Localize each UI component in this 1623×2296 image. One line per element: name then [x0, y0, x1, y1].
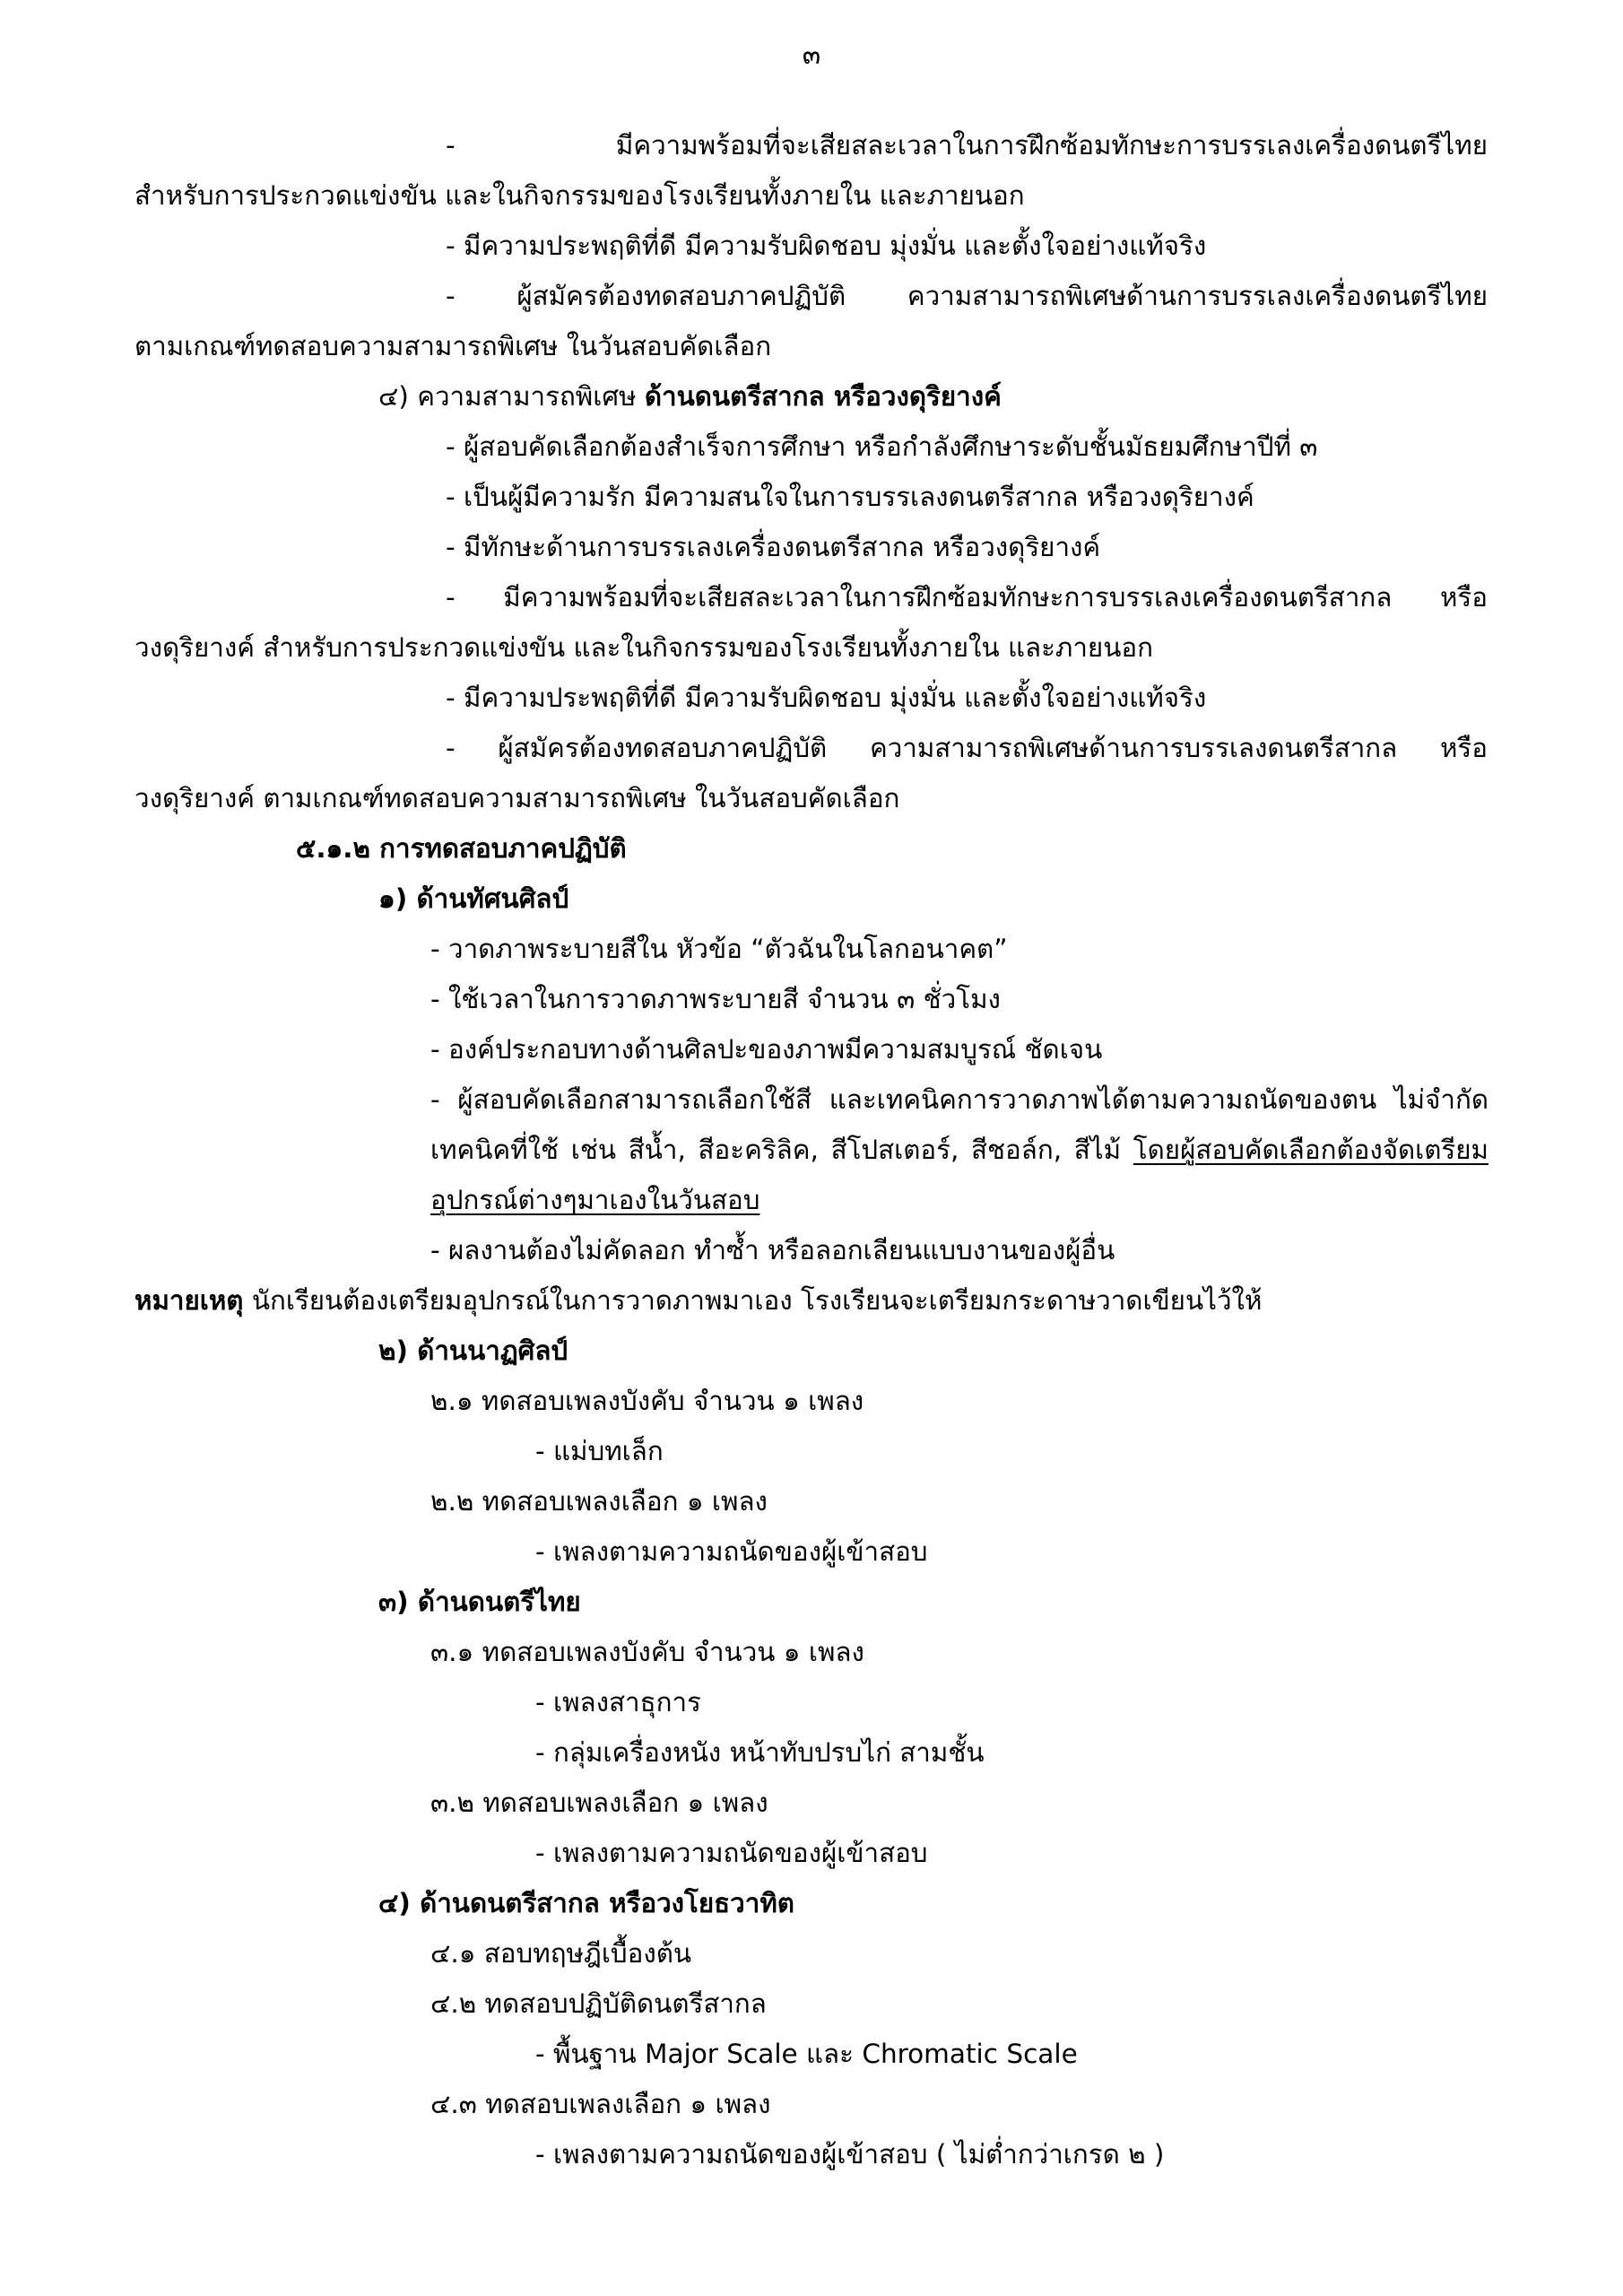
bullet-item: - เพลงตามความถนัดของผู้เข้าสอบ — [535, 1536, 928, 1567]
bullet-topic: - วาดภาพระบายสีใน หัวข้อ “ตัวฉันในโลกอนาคต” — [430, 934, 1008, 964]
text-continuation: สำหรับการประกวดแข่งขัน และในกิจกรรมของโรงเรียนทั้งภายใน และภายนอก — [135, 180, 1025, 211]
text-continuation-plain: เทคนิคที่ใช้ เช่น สีน้ำ, สีอะคริลิค, สีโปสเตอร์, สีชอล์ก, สีไม้ — [430, 1135, 1133, 1165]
bullet-item: - เพลงสาธุการ — [535, 1687, 701, 1718]
bullet-technique: - ผู้สอบคัดเลือกสามารถเลือกใช้สี และเทคนิคการวาดภาพได้ตามความถนัดของตน ไม่จำกัด — [430, 1084, 1488, 1115]
bullet-practical-test: - ผู้สมัครต้องทดสอบภาคปฏิบัติ ความสามารถพิเศษด้านการบรรเลงเครื่องดนตรีไทย — [446, 281, 1488, 311]
subsection-heading-bold: ด้านดนตรีสากล หรือวงดุริยางค์ — [644, 381, 1002, 412]
text-continuation: ตามเกณฑ์ทดสอบความสามารถพิเศษ ในวันสอบคัดเลือก — [135, 331, 772, 361]
underlined-requirement: โดยผู้สอบคัดเลือกต้องจัดเตรียม — [1133, 1135, 1488, 1165]
subsection-heading-dance: ๒) ด้านนาฏศิลป์ — [378, 1335, 568, 1366]
note-text: นักเรียนต้องเตรียมอุปกรณ์ในการวาดภาพมาเอง โรงเรียนจะเตรียมกระดาษวาดเขียนไว้ให้ — [243, 1285, 1263, 1316]
subsection-heading-thai-music: ๓) ด้านดนตรีไทย — [378, 1587, 581, 1617]
list-item: ๓.๑ ทดสอบเพลงบังคับ จำนวน ๑ เพลง — [430, 1637, 864, 1667]
list-item: ๓.๒ ทดสอบเพลงเลือก ๑ เพลง — [430, 1787, 768, 1818]
text-continuation: วงดุริยางค์ ตามเกณฑ์ทดสอบความสามารถพิเศษ ในวันสอบคัดเลือก — [135, 783, 900, 813]
bullet-item: - พื้นฐาน Major Scale และ Chromatic Scale — [535, 2039, 1078, 2069]
note — [135, 1281, 1262, 1320]
bullet-behavior: - มีความประพฤติที่ดี มีความรับผิดชอบ มุ่งมั่น และตั้งใจอย่างแท้จริง — [446, 683, 1207, 713]
bullet-interest: - เป็นผู้มีความรัก มีความสนใจในการบรรเลงดนตรีสากล หรือวงดุริยางค์ — [446, 482, 1254, 512]
subsection-heading-visual-arts: ๑) ด้านทัศนศิลป์ — [378, 883, 569, 914]
list-item: ๒.๑ ทดสอบเพลงบังคับ จำนวน ๑ เพลง — [430, 1386, 864, 1416]
bullet-education: - ผู้สอบคัดเลือกต้องสำเร็จการศึกษา หรือกำลังศึกษาระดับชั้นมัธยมศึกษาปีที่ ๓ — [446, 431, 1318, 462]
bullet-item: - แม่บทเล็ก — [535, 1436, 664, 1466]
bullet-duration: - ใช้เวลาในการวาดภาพระบายสี จำนวน ๓ ชั่วโมง — [430, 984, 1001, 1014]
list-item: ๔.๑ สอบทฤษฎีเบื้องต้น — [430, 1938, 692, 1969]
bullet-originality: - ผลงานต้องไม่คัดลอก ทำซ้ำ หรือลอกเลียนแบบงานของผู้อื่น — [430, 1235, 1115, 1265]
bullet-skill: - มีทักษะด้านการบรรเลงเครื่องดนตรีสากล หรือวงดุริยางค์ — [446, 532, 1101, 562]
bullet-practical-test: - ผู้สมัครต้องทดสอบภาคปฏิบัติ ความสามารถพิเศษด้านการบรรเลงดนตรีสากล หรือ — [446, 733, 1488, 763]
page-number: ๓ — [802, 39, 821, 71]
list-item: ๔.๒ ทดสอบปฏิบัติดนตรีสากล — [430, 1988, 767, 2019]
section-heading: ๕.๑.๒ การทดสอบภาคปฏิบัติ — [296, 833, 627, 864]
subsection-heading-western-music: ๔) ด้านดนตรีสากล หรือวงโยธวาทิต — [378, 1888, 794, 1918]
bullet-item: - เพลงตามความถนัดของผู้เข้าสอบ ( ไม่ต่ำกว่าเกรด ๒ ) — [535, 2139, 1165, 2170]
bullet-item: - กลุ่มเครื่องหนัง หน้าทับปรบไก่ สามชั้น — [535, 1737, 985, 1768]
underlined-requirement: อุปกรณ์ต่างๆมาเองในวันสอบ — [430, 1185, 760, 1215]
subsection-heading — [378, 377, 1002, 416]
bullet-composition: - องค์ประกอบทางด้านศิลปะของภาพมีความสมบูรณ์ ชัดเจน — [430, 1034, 1103, 1065]
bullet-readiness: - มีความพร้อมที่จะเสียสละเวลาในการฝึกซ้อมทักษะการบรรเลงเครื่องดนตรีสากล หรือ — [446, 582, 1488, 613]
bullet-thai-music-readiness: - มีความพร้อมที่จะเสียสละเวลาในการฝึกซ้อมทักษะการบรรเลงเครื่องดนตรีไทย — [446, 130, 1488, 161]
bullet-item: - เพลงตามความถนัดของผู้เข้าสอบ — [535, 1838, 928, 1868]
text-continuation — [430, 1130, 1488, 1170]
text-continuation — [430, 1180, 759, 1220]
list-item: ๔.๓ ทดสอบเพลงเลือก ๑ เพลง — [430, 2089, 771, 2119]
subsection-heading-prefix: ๔) ความสามารถพิเศษ — [378, 381, 645, 412]
bullet-behavior: - มีความประพฤติที่ดี มีความรับผิดชอบ มุ่งมั่น และตั้งใจอย่างแท้จริง — [446, 230, 1207, 261]
text-continuation: วงดุริยางค์ สำหรับการประกวดแข่งขัน และในกิจกรรมของโรงเรียนทั้งภายใน และภายนอก — [135, 632, 1153, 663]
list-item: ๒.๒ ทดสอบเพลงเลือก ๑ เพลง — [430, 1486, 768, 1517]
note-label: หมายเหตุ — [135, 1285, 244, 1316]
